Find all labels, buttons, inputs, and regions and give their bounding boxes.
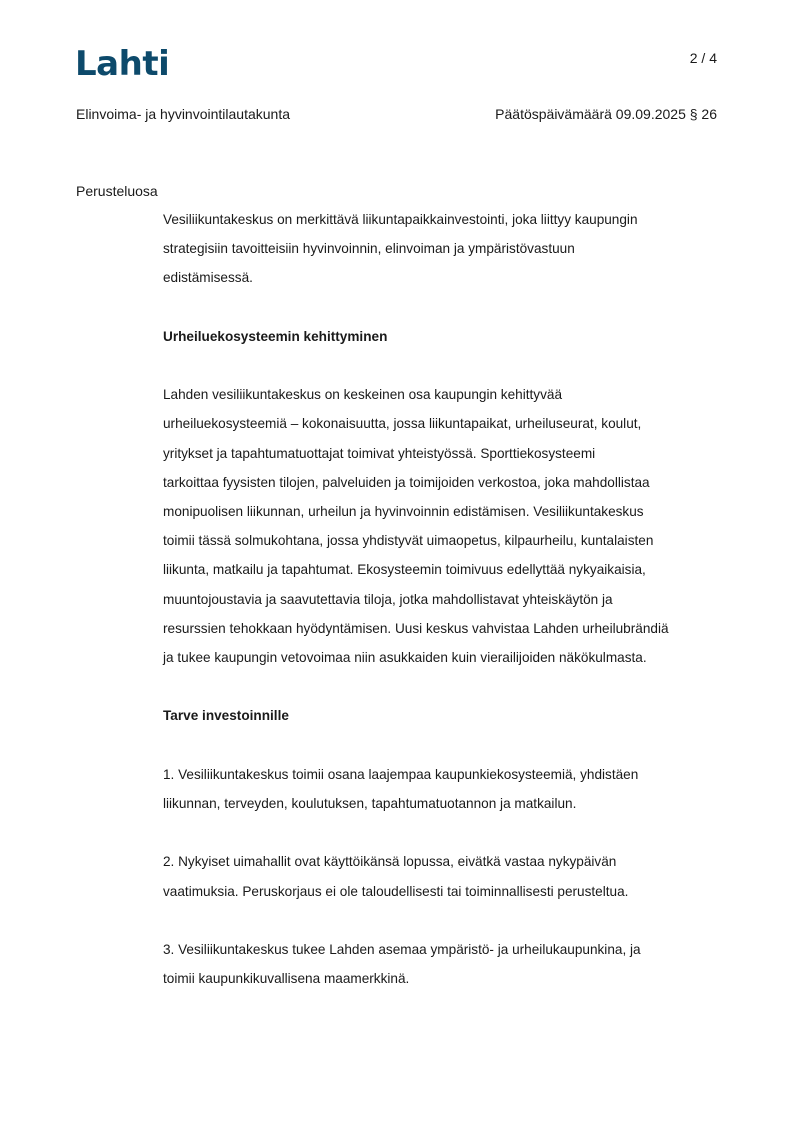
intro-line: edistämisessä. xyxy=(163,270,253,286)
para-line: monipuolisen liikunnan, urheilun ja hyvinvoinnin edistämisen. Vesiliikuntakeskus xyxy=(163,504,644,519)
list-item-line: vaatimuksia. Peruskorjaus ei ole taloudellisesti tai toiminnallisesti perusteltua. xyxy=(163,883,629,899)
para-line: tarkoittaa fyysisten tilojen, palveluiden ja toimijoiden verkostoa, joka mahdollistaa xyxy=(163,474,650,490)
para-line: resurssien tehokkaan hyödyntämisen. Uusi keskus vahvistaa Lahden urheilubrändiä xyxy=(163,620,669,636)
para-line: liikunta, matkailu ja tapahtumat. Ekosysteemin toimivuus edellyttää nykyaikaisia, xyxy=(163,562,646,578)
list-item-line: liikunnan, terveyden, koulutuksen, tapahtumatuotannon ja matkailun. xyxy=(163,796,577,811)
para-line: ja tukee kaupungin vetovoimaa niin asukkaiden kuin vierailijoiden näkökulmasta. xyxy=(163,650,647,666)
para-line: yritykset ja tapahtumatuottajat toimivat yhteistyössä. Sporttiekosysteemi xyxy=(163,445,596,461)
para-line: Lahden vesiliikuntakeskus on keskeinen osa kaupungin kehittyvää xyxy=(163,387,563,403)
intro-line: strategisiin tavoitteisiin hyvinvoinnin, elinvoiman ja ympäristövastuun xyxy=(163,241,575,257)
lahti-logo: Lahti xyxy=(75,44,170,84)
list-item-line: toimii kaupunkikuvallisena maamerkkinä. xyxy=(163,971,410,987)
committee-name: Elinvoima- ja hyvinvointilautakunta xyxy=(76,106,290,122)
para-line: toimii tässä solmukohtana, jossa yhdistyvät uimaopetus, kilpaurheilu, kuntalaisten xyxy=(163,533,654,549)
list-item-line: 2. Nykyiset uimahallit ovat käyttöikänsä lopussa, eivätkä vastaa nykypäivän xyxy=(163,854,617,870)
document-body xyxy=(163,205,723,993)
para-line: muuntojoustavia ja saavutettavia tiloja, jotka mahdollistavat yhteiskäytön ja xyxy=(163,591,613,607)
section-label: Perusteluosa xyxy=(76,183,158,199)
list-item-line: 3. Vesiliikuntakeskus tukee Lahden asemaa ympäristö- ja urheilukaupunkina, ja xyxy=(163,941,641,957)
list-item-line: 1. Vesiliikuntakeskus toimii osana laajempaa kaupunkiekosysteemiä, yhdistäen xyxy=(163,766,639,782)
page-number: 2 / 4 xyxy=(689,50,717,66)
heading-investment-need: Tarve investoinnille xyxy=(163,708,289,724)
intro-line: Vesiliikuntakeskus on merkittävä liikuntapaikkainvestointi, joka liittyy kaupungin xyxy=(163,212,638,227)
decision-date: Päätöspäivämäärä 09.09.2025 § 26 xyxy=(495,106,717,122)
heading-ecosystem: Urheiluekosysteemin kehittyminen xyxy=(163,328,388,344)
para-line: urheiluekosysteemiä – kokonaisuutta, jossa liikuntapaikat, urheiluseurat, koulut, xyxy=(163,416,642,432)
